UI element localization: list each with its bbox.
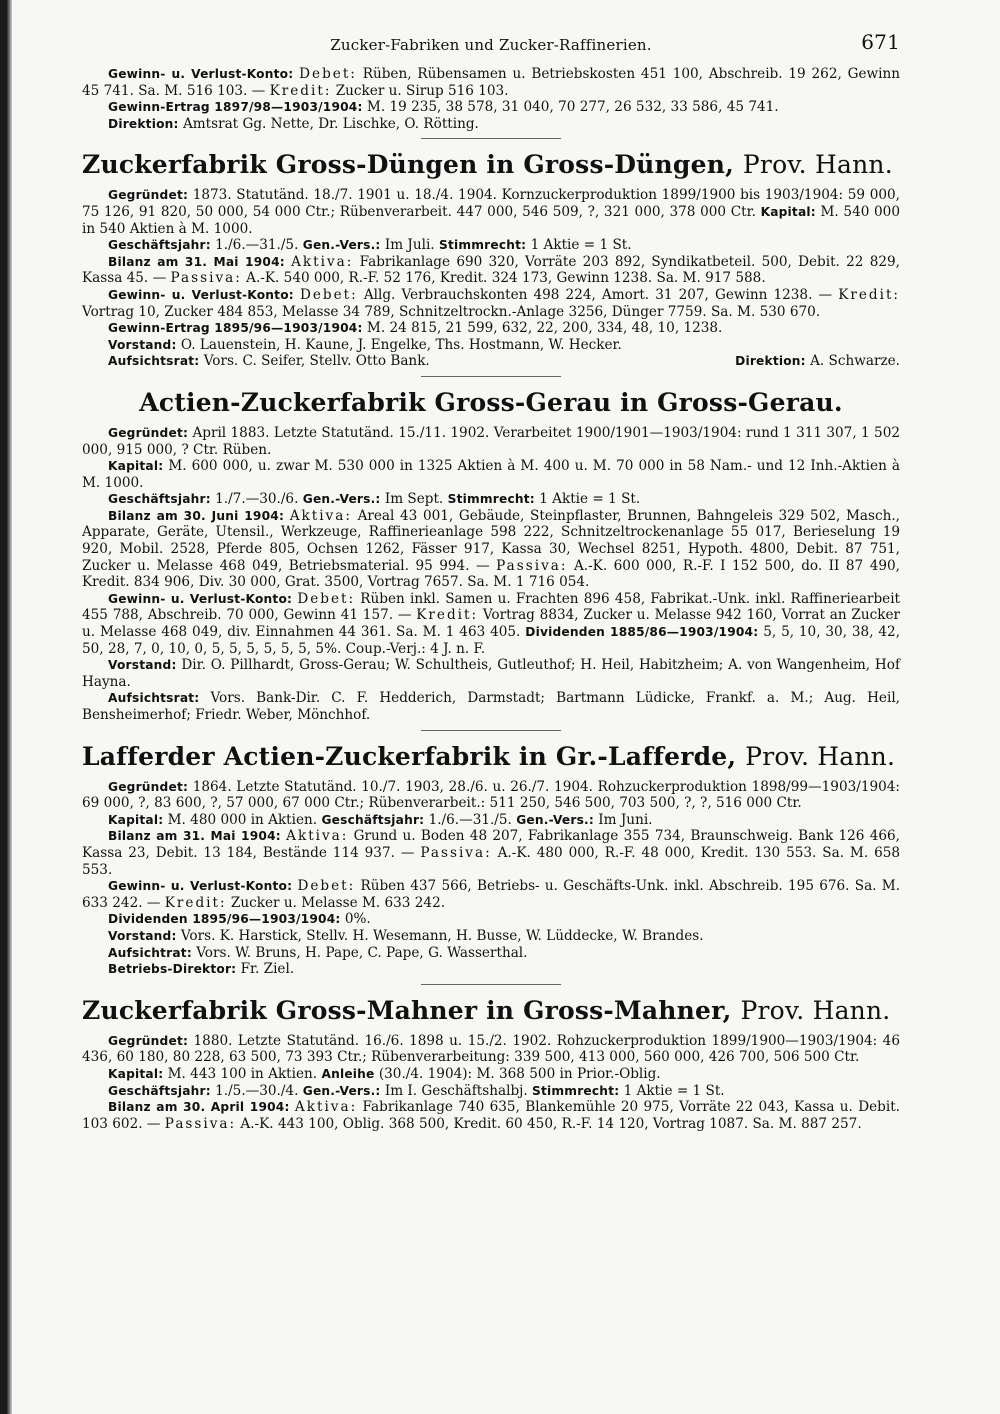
entry-text: 1./7.—30./6. [215,491,299,508]
kredit-label: Kredit: [269,82,332,99]
company-title [82,741,900,773]
entry-text: 0%. [344,911,371,928]
entry-text: Allg. Verbrauchskonten 498 224, Amort. 31 207, Gewinn 1238. — [363,286,833,303]
entry-paragraph [82,657,900,690]
entry-text: M. 443 100 in Aktien. [167,1065,318,1082]
entry-paragraph [82,945,900,962]
entry-head: Gen.-Vers.: [516,812,594,827]
entry-text: Fabrikanlage 690 320, Vorräte 203 892, Syndikatbeteil. 500, Debit. 22 829, Kassa 45. — [82,253,900,287]
entry-text: Fr. Ziel. [240,961,295,978]
entry-paragraph [82,1099,900,1132]
entry-paragraph [82,353,900,370]
aktiva-label: Aktiva: [291,253,354,270]
entry-head: Gewinn- u. Verlust-Konto: [108,591,293,606]
entry-text: Im I. Geschäftshalbj. [384,1082,528,1099]
debet-label: Debet: [297,878,356,895]
entry-head: Vorstand: [108,928,177,943]
entry-text: 1 Aktie = 1 St. [623,1082,725,1099]
entry-head: Kapital: [108,812,164,827]
entry-head: Bilanz am 30. April 1904: [108,1100,290,1115]
entry-text: Amtsrat Gg. Nette, Dr. Lischke, O. Rötting. [182,115,479,132]
entry-paragraph [82,961,900,978]
section-divider [421,730,561,731]
entry-text: 1864. Letzte Statutänd. 10./7. 1903, 28./6. u. 26./7. 1904. Rohzuckerproduktion 1898/99—1903/1904: 69 000, ?, 83 600, ?, 57 000, 67 000 Ctr.; Rübenverarbeit.: 511 250, 546 500, 703 500, ?, ?, 516 000 Ctr. [82,778,900,812]
passiva-label: Passiva: [164,1115,237,1132]
passiva-label: Passiva: [496,557,568,574]
kredit-label: Kredit: [416,607,479,624]
entry-head: Aufsichtsrat: [108,354,200,369]
entry-text: 1./5.—30./4. [215,1082,299,1099]
company-title [82,387,900,419]
entry-paragraph [82,911,900,928]
entry-paragraph [82,878,900,911]
entry-head: Geschäftsjahr: [108,492,211,507]
entry-head: Gegründet: [108,188,189,203]
debet-label: Debet: [299,286,358,303]
entry-head: Bilanz am 31. Mai 1904: [108,254,285,269]
scan-edge-shadow [0,0,12,1414]
entry-text: A.-K. 480 000, R.-F. 48 000, Kredit. 130 553. Sa. M. 658 553. [82,844,901,878]
entry-paragraph [82,337,900,354]
entry-text: Grund u. Boden 48 207, Fabrikanlage 355 734, Braunschweig. Bank 126 466, Kassa 23, Debit. 13 184, Bestände 114 937. — [82,828,900,861]
entry-head: Dividenden 1885/86—1903/1904: [525,625,759,640]
entry-paragraph [82,491,900,508]
entry-head: Gegründet: [108,1033,189,1048]
company-name: Zuckerfabrik Gross-Mahner in Gross-Mahner, [82,995,732,1025]
entry-paragraph [82,779,900,812]
entry-paragraph [82,812,900,829]
entry-text: M. 540 000 in 540 Aktien à M. 1000. [82,203,900,237]
section-continuation [82,66,900,139]
entry-text: 1 Aktie = 1 St. [539,491,641,508]
section-divider [421,376,561,377]
entry-paragraph [82,287,900,320]
entry-head: Stimmrecht: [532,1083,620,1098]
entry-text: Zucker u. Sirup 516 103. [335,82,509,99]
entry-paragraph [82,320,900,337]
entry-paragraph [82,116,900,133]
entry-paragraph [82,591,900,657]
entry-head: Geschäftsjahr: [321,812,425,827]
entry-text: M. 24 815, 21 599, 632, 22, 200, 334, 48, 10, 1238. [366,320,723,337]
entry-paragraph [82,254,900,287]
entry-head: Geschäftsjahr: [108,238,211,253]
entry-head: Betriebs-Direktor: [108,962,237,977]
running-head-title: Zucker-Fabriken und Zucker-Raffinerien. [330,36,652,54]
entry-text: A.-K. 443 100, Oblig. 368 500, Kredit. 60 450, R.-F. 14 120, Vortrag 1087. Sa. M. 887 257. [240,1115,862,1132]
entry-text: Areal 43 001, Gebäude, Steinpflaster, Brunnen, Bahngeleis 329 502, Masch., Apparate, Geräte, Utensil., Werkzeuge, Raffinerieanlage 598 222, Schnitzeltrockenanlage 55 017, Berieselung 19 920, Mobil. 2528, Pferde 805, Ochsen 1262, Fässer 917, Kassa 30, Wechsel 8251, Hypoth. 4800, Debit. 87 751, Zucker u. Melasse 468 049, Betriebsmaterial. 95 994. — [82,507,900,574]
company-province: Prov. Hann. [742,150,893,180]
entry-text: April 1883. Letzte Statutänd. 15./11. 1902. Verarbeitet 1900/1901—1903/1904: rund 1 311 307, 1 502 000, 915 000, ? Ctr. Rüben. [82,424,901,458]
entry-text: 1880. Letzte Statutänd. 16./6. 1898 u. 15./2. 1902. Rohzuckerproduktion 1899/1900—1903/1904: 46 436, 60 180, 80 228, 63 500, 73 393 Ctr.; Rübenverarbeitung: 339 500, 413 000, 560 000, 426 700, 506 500 Ctr. [82,1032,900,1066]
section-gross-gerau [82,387,900,731]
entry-paragraph [82,508,900,591]
entry-head: Bilanz am 30. Juni 1904: [108,508,285,523]
entry-paragraph [82,66,900,99]
entry-head: Bilanz am 31. Mai 1904: [108,829,281,844]
entry-text: M. 19 235, 38 578, 31 040, 70 277, 26 532, 33 586, 45 741. [366,99,779,116]
company-province: Prov. Hann. [745,741,896,771]
page-number: 671 [861,30,900,54]
entry-text: M. 600 000, u. zwar M. 530 000 in 1325 Aktien à M. 400 u. M. 70 000 in 58 Nam.- und 12 Inh.-Aktien à M. 1000. [82,458,900,491]
entry-text: Vortrag 10, Zucker 484 853, Melasse 34 789, Schnitzeltrockn.-Anlage 3256, Dünger 7759. Sa. M. 530 670. [82,303,821,320]
entry-head: Gen.-Vers.: [302,1083,381,1098]
section-divider [421,984,561,985]
entry-text: Vors. W. Bruns, H. Pape, C. Pape, G. Wasserthal. [196,944,528,961]
entry-head: Gewinn-Ertrag 1897/98—1903/1904: [108,100,363,115]
company-province: Prov. Hann. [740,995,891,1025]
entry-head: Gen.-Vers.: [302,492,381,507]
section-gross-duengen [82,149,900,377]
entry-text: O. Lauenstein, H. Kaune, J. Engelke, Ths. Hostmann, W. Hecker. [180,336,622,353]
section-divider [421,138,561,139]
entry-left [82,353,430,370]
entry-text: Vors. Bank-Dir. C. F. Hedderich, Darmstadt; Bartmann Lüdicke, Frankf. a. M.; Aug. Heil, Bensheimerhof; Friedr. Weber, Mönchhof. [82,690,900,723]
entry-head: Direktion: [735,354,806,369]
entry-text: A.-K. 600 000, R.-F. I 152 500, do. II 87 490, Kredit. 834 906, Div. 30 000, Grat. 3500, Vortrag 7657. Sa. M. 1 716 054. [82,557,900,591]
entry-paragraph [82,1066,900,1083]
debet-label: Debet: [297,590,356,607]
entry-paragraph [82,187,900,237]
entry-text: Im Juli. [384,237,435,254]
entry-head: Kapital: [108,1066,164,1081]
entry-text: Fabrikanlage 740 635, Blankemühle 20 975, Vorräte 22 043, Kassa u. Debit. 103 602. — [82,1099,900,1132]
entry-paragraph [82,1033,900,1066]
entry-paragraph [82,237,900,254]
entry-head: Kapital: [760,204,816,219]
aktiva-label: Aktiva: [286,828,349,845]
entry-text: Rüben, Rübensamen u. Betriebskosten 451 100, Abschreib. 19 262, Gewinn 45 741. Sa. M. 516 103. — [82,66,901,99]
entry-paragraph [82,458,900,491]
entry-text: 1 Aktie = 1 St. [530,237,632,254]
entry-text: Im Juni. [598,811,653,828]
entry-head: Gen.-Vers.: [302,238,381,253]
entry-head: Direktion: [108,116,179,131]
entry-head: Aufsichtsrat: [108,691,200,706]
entry-text: Rüben 437 566, Betriebs- u. Geschäfts-Unk. inkl. Abschreib. 195 676. Sa. M. 633 242. — [82,878,901,911]
entry-head: Dividenden 1895/96—1903/1904: [108,912,341,927]
entry-head: Kapital: [108,459,164,474]
entry-text: Dir. O. Pillhardt, Gross-Gerau; W. Schultheis, Gutleuthof; H. Heil, Habitzheim; A. von Wangenheim, Hof Hayna. [82,657,900,690]
section-gr-lafferde [82,741,900,985]
entry-head: Stimmrecht: [447,492,535,507]
passiva-label: Passiva: [420,844,492,861]
entry-head: Gewinn- u. Verlust-Konto: [108,879,293,894]
entry-paragraph [82,99,900,116]
aktiva-label: Aktiva: [289,507,352,524]
company-name: Actien-Zuckerfabrik Gross-Gerau in Gross-Gerau. [139,387,843,417]
debet-label: Debet: [299,66,357,82]
entry-head: Aufsichtrat: [108,945,192,960]
entry-head: Gewinn- u. Verlust-Konto: [108,287,294,302]
entry-text: M. 480 000 in Aktien. [167,811,318,828]
kredit-label: Kredit: [838,286,900,303]
entry-paragraph [82,425,900,458]
company-name: Zuckerfabrik Gross-Düngen in Gross-Düngen, [82,150,734,180]
company-title [82,995,900,1027]
company-name: Lafferder Actien-Zuckerfabrik in Gr.-Lafferde, [82,741,737,771]
entry-head: Gegründet: [108,425,189,440]
entry-paragraph [82,690,900,723]
running-head [82,30,900,58]
company-title [82,149,900,181]
entry-text: Vors. C. Seifer, Stellv. Otto Bank. [203,353,430,370]
entry-text: A.-K. 540 000, R.-F. 52 176, Kredit. 324 173, Gewinn 1238. Sa. M. 917 588. [246,270,766,287]
entry-head: Gewinn- u. Verlust-Konto: [108,67,294,81]
entry-text: Im Sept. [384,491,444,508]
entry-text: 1./6.—31./5. [215,237,299,254]
entry-head: Gegründet: [108,779,189,794]
entry-text: 1./6.—31./5. [428,811,512,828]
entry-paragraph [82,928,900,945]
entry-head: Gewinn-Ertrag 1895/96—1903/1904: [108,321,363,336]
entry-text: Vors. K. Harstick, Stellv. H. Wesemann, H. Busse, W. Lüddecke, W. Brandes. [180,927,704,944]
kredit-label: Kredit: [164,894,227,911]
entry-head: Geschäftsjahr: [108,1083,211,1098]
entry-head: Vorstand: [108,337,177,352]
entry-right [709,353,900,370]
entry-text: (30./4. 1904): M. 368 500 in Prior.-Oblig. [378,1065,661,1082]
section-gross-mahner [82,995,900,1133]
entry-paragraph [82,828,900,878]
passiva-label: Passiva: [170,270,242,287]
entry-text: Vortrag 8834, Zucker u. Melasse 942 160, Vorrat an Zucker u. Melasse 468 049, div. Einnahmen 44 361. Sa. M. 1 463 405. [82,607,900,641]
entry-text: A. Schwarze. [810,353,900,370]
entry-text: Rüben inkl. Samen u. Frachten 896 458, Fabrikat.-Unk. inkl. Raffineriearbeit 455 788, Abschreib. 70 000, Gewinn 41 157. — [82,590,901,624]
entry-paragraph [82,1083,900,1100]
entry-text: 1873. Statutänd. 18./7. 1901 u. 18./4. 1904. Kornzuckerproduktion 1899/1900 bis 1903/1904: 59 000, 75 126, 91 820, 50 000, 54 000 Ctr.; Rübenverarbeit. 447 000, 546 509, ?, 321 000, 378 000 Ctr. [82,187,900,220]
entry-text: Zucker u. Melasse M. 633 242. [230,894,446,911]
entry-text: 5, 5, 10, 30, 38, 42, 50, 28, 7, 0, 10, 0, 5, 5, 5, 5, 5, 5, 5%. Coup.-Verj.: 4 J. n. F. [82,624,901,657]
entry-head: Vorstand: [108,658,177,673]
aktiva-label: Aktiva: [294,1099,358,1116]
entry-head: Stimmrecht: [438,238,527,253]
entry-head: Anleihe [321,1066,375,1081]
